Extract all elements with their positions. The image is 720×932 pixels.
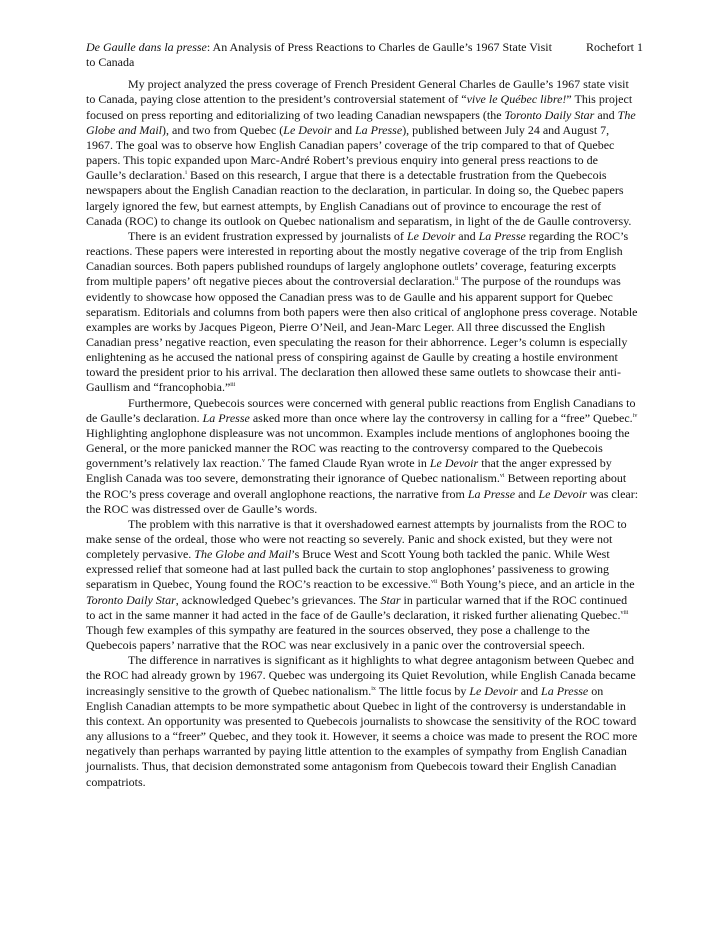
italic-text: The Globe and Mail [86, 107, 636, 137]
italic-text: La Presse [541, 683, 589, 698]
text-run: and [517, 683, 542, 698]
italic-text: Star [380, 592, 401, 607]
endnote-marker: vi [499, 473, 505, 480]
text-run: There is an evident frustration expressed by journalists of [128, 228, 407, 243]
text-run: asked more than once where lay the controversy in calling for a “free” Quebec. [249, 410, 633, 425]
text-run: Both Young’s piece, and an article in the [437, 577, 635, 592]
body-paragraph-1 [86, 77, 639, 229]
italic-text: Le Devoir [406, 228, 456, 243]
text-run: Highlighting anglophone displeasure was not uncommon. Examples include mentions of anglophones booing the General, or the more panicked manner the ROC was reacting to the controversy compared to the Quebecois government’s relatively lax reaction. [86, 425, 630, 471]
italic-text: Le Devoir [469, 683, 518, 698]
text-run: The purpose of the roundups was evidently to showcase how opposed the Canadian press was to de Gaulle and his apparent support for Quebec separatism. Editorials and columns from both papers were then also critical of anglophone press coverage. Notable examples are works by Jacques Pigeon, Pierre O’Neil, and Jean-Marc Leger. All three discussed the English Canadian press’ negative reaction, even speculating the reason for their abhorrence. Leger’s column is especially enlightening as he accused the national press of conspiring against de Gaulle by creating a hostile environment toward the president prior to his arrival. The declaration then allowed these same outlets to showcase their anti-Gaullism and “francophobia.” [86, 274, 638, 395]
text-run: ’s Bruce West and Scott Young both tackled the panic. While West expressed relief that someone had at last pulled back the curtain to stop anglophones’ passiveness to growing separatism in Quebec, Young found the ROC’s reaction to be excessive. [86, 547, 610, 592]
text-run: and [331, 122, 355, 137]
italic-text: vive le Québec libre! [466, 92, 567, 107]
endnote-marker: i [185, 170, 187, 177]
text-run: and [515, 486, 539, 501]
author-page-number: Rochefort 1 [586, 40, 643, 54]
text-run: Based on this research, I argue that there is a detectable frustration from the Quebecois newspapers about the English Canadian reaction to the declaration, in particular. In doing so, the Quebec papers largely ignored the few, but earnest attempts, by English Canadians out of province to encourage the rest of Canada (ROC) to change its outlook on Quebec nationalism and separatism, in light of the de Gaulle controversy. [86, 168, 632, 228]
italic-text: Le Devoir [429, 456, 479, 471]
endnote-marker: iv [632, 412, 638, 419]
endnote-marker: vii [430, 579, 438, 586]
document-title-rest: : An Analysis of Press Reactions to Charles de Gaulle’s 1967 State Visit to Canada [86, 40, 552, 70]
text-run: and [594, 107, 618, 122]
text-run: ), published between July 24 and August 7, 1967. The goal was to observe how English Canadian papers’ coverage of the trip compared to that of Quebec papers. This topic expanded upon Marc-André Robert’s previous enquiry into general press reactions to de Gaulle’s declaration. [86, 122, 615, 183]
text-run: regarding the ROC’s reactions. These papers were interested in reporting about the mostly negative coverage of the trip from English Canadian sources. Both papers published roundups of largely anglophone outlets’ coverage, featuring excerpts from multiple papers’ oft negative pieces about the controversial declaration. [86, 228, 629, 289]
body-paragraph-3 [86, 396, 639, 517]
italic-text: La Presse [478, 228, 526, 243]
endnote-marker: v [261, 458, 265, 465]
text-run: in particular warned that if the ROC continued to act in the same manner it had acted in the face of de Gaulle’s declaration, it risked further alienating Quebec. [86, 592, 628, 622]
text-run: that the anger expressed by English Canada was too severe, demonstrating their ignorance of Quebec nationalism. [86, 456, 612, 486]
italic-text: La Presse [354, 122, 403, 137]
text-run: and [455, 228, 479, 243]
endnote-marker: viii [620, 609, 629, 616]
text-run: ), and two from Quebec ( [162, 122, 284, 137]
italic-text: The Globe and Mail [194, 547, 292, 562]
text-run: The problem with this narrative is that it overshadowed earnest attempts by journalists from the ROC to make sense of the ordeal, those who were not reacting so severely. Panic and shock existed, but they were not completely pervasive. [86, 516, 627, 562]
text-run: Though few examples of this sympathy are featured in the sources observed, they pose a challenge to the Quebecois papers’ narrative that the ROC was near exclusively in a panic over the controversial speech. [86, 622, 590, 653]
text-run: Between reporting about the ROC’s press coverage and overall anglophone reactions, the narrative from [86, 471, 627, 501]
endnote-marker: ix [371, 685, 376, 692]
italic-text: Toronto Daily Star [86, 592, 176, 607]
page-header [86, 40, 643, 70]
text-run: The little focus by [375, 683, 470, 698]
italic-text: Le Devoir [283, 122, 332, 137]
text-run: on English Canadian attempts to be more sympathetic about Quebec in light of the controversy is understandable in this context. An opportunity was presented to Quebecois journalists to showcase the sensitivity of the ROC toward any allusions to a “freer” Quebec, and they took it. However, it seems a choice was made to present the ROC more negatively than perhaps warranted by paying little attention to the examples of sympathy from English Canadian journalists. Thus, that decision demonstrated some antagonism from Quebecois toward their English Canadian compatriots. [86, 683, 638, 789]
text-run: Furthermore, Quebecois sources were concerned with general public reactions from English Canadians to de Gaulle’s declaration. [86, 395, 636, 425]
text-run: The famed Claude Ryan wrote in [264, 456, 430, 471]
body-paragraph-2 [86, 229, 639, 396]
body-paragraph-4 [86, 517, 639, 653]
endnote-marker: ii [454, 276, 459, 283]
document-body [86, 77, 639, 789]
body-paragraph-5 [86, 653, 639, 789]
italic-text: Le Devoir [538, 486, 587, 501]
document-title-italic: De Gaulle dans la presse [86, 40, 207, 54]
italic-text: La Presse [467, 486, 516, 501]
endnote-marker: iii [230, 382, 236, 389]
text-run: , acknowledged Quebec’s grievances. The [175, 592, 381, 607]
text-run: My project analyzed the press coverage of French President General Charles de Gaulle’s 1967 state visit to Canada, paying close attention to the president’s controversial statement of “ [86, 77, 629, 107]
text-run: The difference in narratives is significant as it highlights to what degree antagonism between Quebec and the ROC had already grown by 1967. Quebec was undergoing its Quiet Revolution, while English Canada became increasingly sensitive to the growth of Quebec nationalism. [86, 653, 636, 698]
text-run: was clear: the ROC was distressed over de Gaulle’s words. [86, 486, 639, 516]
document-page [86, 40, 643, 790]
italic-text: Toronto Daily Star [504, 107, 595, 122]
italic-text: La Presse [202, 410, 250, 425]
text-run: ” This project focused on press reporting and editorializing of two leading Canadian newspapers (the [86, 92, 633, 122]
document-title [86, 40, 556, 70]
